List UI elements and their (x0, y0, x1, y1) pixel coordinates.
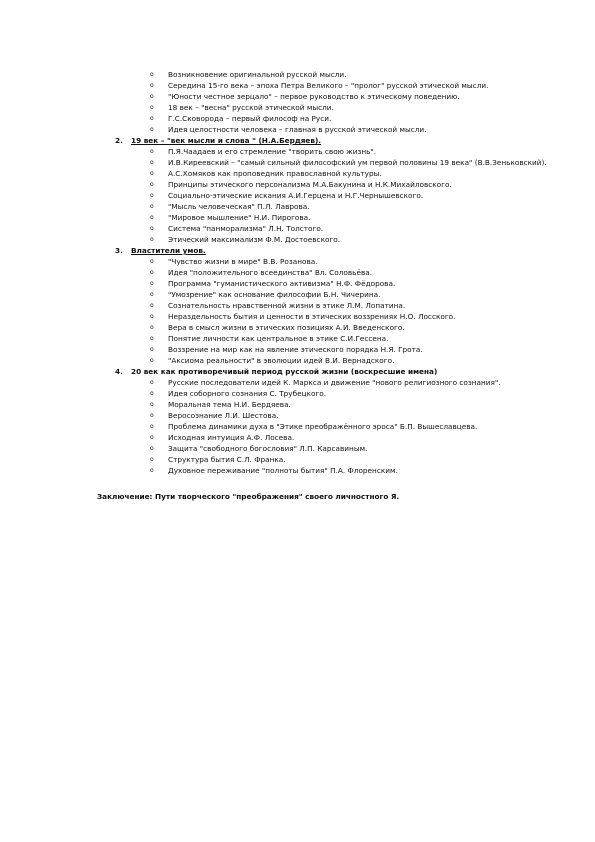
bullet-icon: o (150, 313, 154, 320)
bullet-icon: o (150, 71, 154, 78)
bullet-icon: o (150, 280, 154, 287)
list-item: o Принципы этического персонализма М.А.Бакунина и Н.К.Михайловского. (150, 180, 452, 189)
section-4 (0, 366, 595, 476)
bullet-icon: o (150, 423, 154, 430)
bullet-icon: o (150, 170, 154, 177)
section-title: Властители умов. (131, 246, 206, 255)
bullet-icon: o (150, 434, 154, 441)
bullet-icon: o (150, 346, 154, 353)
section-heading (0, 245, 595, 256)
list-item: o "Умозрение" как основание философии Б.Н. Чичерина. (150, 290, 381, 299)
list-item: o "Юности честное зерцало" – первое руководство к этическому поведению. (150, 92, 460, 101)
list-item: o Программа "гуманистического активизма" Н.Ф. Фёдорова. (150, 279, 396, 288)
list-item: o Веросознание Л.И. Шестова. (150, 411, 279, 420)
bullet-icon: o (150, 401, 154, 408)
list-item: o Возникновение оригинальной русской мысли. (150, 70, 347, 79)
section-3 (0, 245, 595, 366)
bullet-icon: o (150, 258, 154, 265)
bullet-icon: o (150, 192, 154, 199)
list-item: o "Мысль человеческая" П.Л. Лаврова. (150, 202, 310, 211)
list-item: o Воззрение на мир как на явление этического порядка Н.Я. Грота. (150, 345, 423, 354)
list-item: o Русские последователи идей К. Маркса и движение "нового религиозного сознания". (150, 378, 501, 387)
list-item: o "Чувство жизни в мире" В.В. Розанова. (150, 257, 318, 266)
bullet-icon: o (150, 302, 154, 309)
list-item: o А.С.Хомяков как проповедник православной культуры. (150, 169, 382, 178)
bullet-icon: o (150, 456, 154, 463)
list-item: o Духовное переживание "полноты бытия" П.А. Флоренским. (150, 466, 398, 475)
list-item: o П.Я.Чаадаев и его стремление "творить свою жизнь". (150, 147, 377, 156)
bullet-icon: o (150, 203, 154, 210)
section-heading (0, 135, 595, 146)
section-2 (0, 135, 595, 245)
bullet-icon: o (150, 467, 154, 474)
bullet-icon: o (150, 324, 154, 331)
list-item: o "Аксиома реальности" в эволюции идей В.И. Вернадского. (150, 356, 395, 365)
bullet-icon: o (150, 269, 154, 276)
list-item: o Сознательность нравственной жизни в этике Л.М. Лопатина. (150, 301, 406, 310)
list-item: o Исходная интуиция А.Ф. Лосева. (150, 433, 295, 442)
list-item: o И.В.Киреевский – "самый сильный философский ум первой половины 19 века" (В.В.Зеньковский). (150, 158, 547, 167)
bullet-icon: o (150, 82, 154, 89)
list-item: o Идея "положительного всеединства" Вл. Соловьёва. (150, 268, 373, 277)
bullet-icon: o (150, 115, 154, 122)
list-item: o Середина 15-го века – эпоха Петра Великого – "пролог" русской этической мысли. (150, 81, 489, 90)
bullet-icon: o (150, 181, 154, 188)
bullet-icon: o (150, 93, 154, 100)
section-title: 19 век – "век мысли и слова " (Н.А.Бердяев). (131, 136, 322, 145)
list-item: o Этический максимализм Ф.М. Достоевского. (150, 235, 341, 244)
list-item: o Защита "свободного богословия" Л.П. Карсавиным. (150, 444, 368, 453)
list-item: o Структура бытия С.Л. Франка. (150, 455, 286, 464)
section-number: 2. (115, 136, 123, 145)
bullet-icon: o (150, 148, 154, 155)
section-heading (0, 366, 595, 377)
list-item: o 18 век – "весна" русской этической мысли. (150, 103, 334, 112)
list-item: o Г.С.Сковорода – первый философ на Руси. (150, 114, 332, 123)
bullet-icon: o (150, 390, 154, 397)
bullet-icon: o (150, 291, 154, 298)
list-item: o Понятие личности как центральное в этике С.И.Гессена. (150, 334, 389, 343)
list-item: o Моральная тема Н.И. Бердяева. (150, 400, 291, 409)
bullet-icon: o (150, 236, 154, 243)
section-number: 3. (115, 246, 123, 255)
bullet-icon: o (150, 214, 154, 221)
list-item: o Проблема динамики духа в "Этике преображённого эроса" Б.П. Вышеславцева. (150, 422, 478, 431)
list-item: o Вера в смысл жизни в этических позициях А.И. Введенского. (150, 323, 405, 332)
bullet-icon: o (150, 357, 154, 364)
section-title: 20 век как противоречивый период русской жизни (воскресшие имена) (131, 367, 438, 376)
section-number: 4. (115, 367, 123, 376)
list-item: o "Мировое мышление" Н.И. Пирогова. (150, 213, 311, 222)
bullet-icon: o (150, 412, 154, 419)
bullet-icon: o (150, 225, 154, 232)
bullet-icon: o (150, 335, 154, 342)
list-item: o Социально-этические искания А.И.Герцена и Н.Г.Чернышевского. (150, 191, 424, 200)
list-item: o Идея соборного сознания С. Трубецкого. (150, 389, 327, 398)
list-item: o Идея целостности человека – главная в русской этической мысли. (150, 125, 427, 134)
conclusion: Заключение: Пути творческого "преображения" своего личностного Я. (97, 492, 400, 501)
bullet-icon: o (150, 126, 154, 133)
outline (0, 69, 595, 502)
list-item: o Нераздельность бытия и ценности в этических воззрениях Н.О. Лосского. (150, 312, 456, 321)
bullet-icon: o (150, 379, 154, 386)
bullet-icon: o (150, 159, 154, 166)
intro-list (0, 69, 595, 135)
bullet-icon: o (150, 104, 154, 111)
bullet-icon: o (150, 445, 154, 452)
list-item: o Система "панморализма" Л.Н. Толстого. (150, 224, 324, 233)
